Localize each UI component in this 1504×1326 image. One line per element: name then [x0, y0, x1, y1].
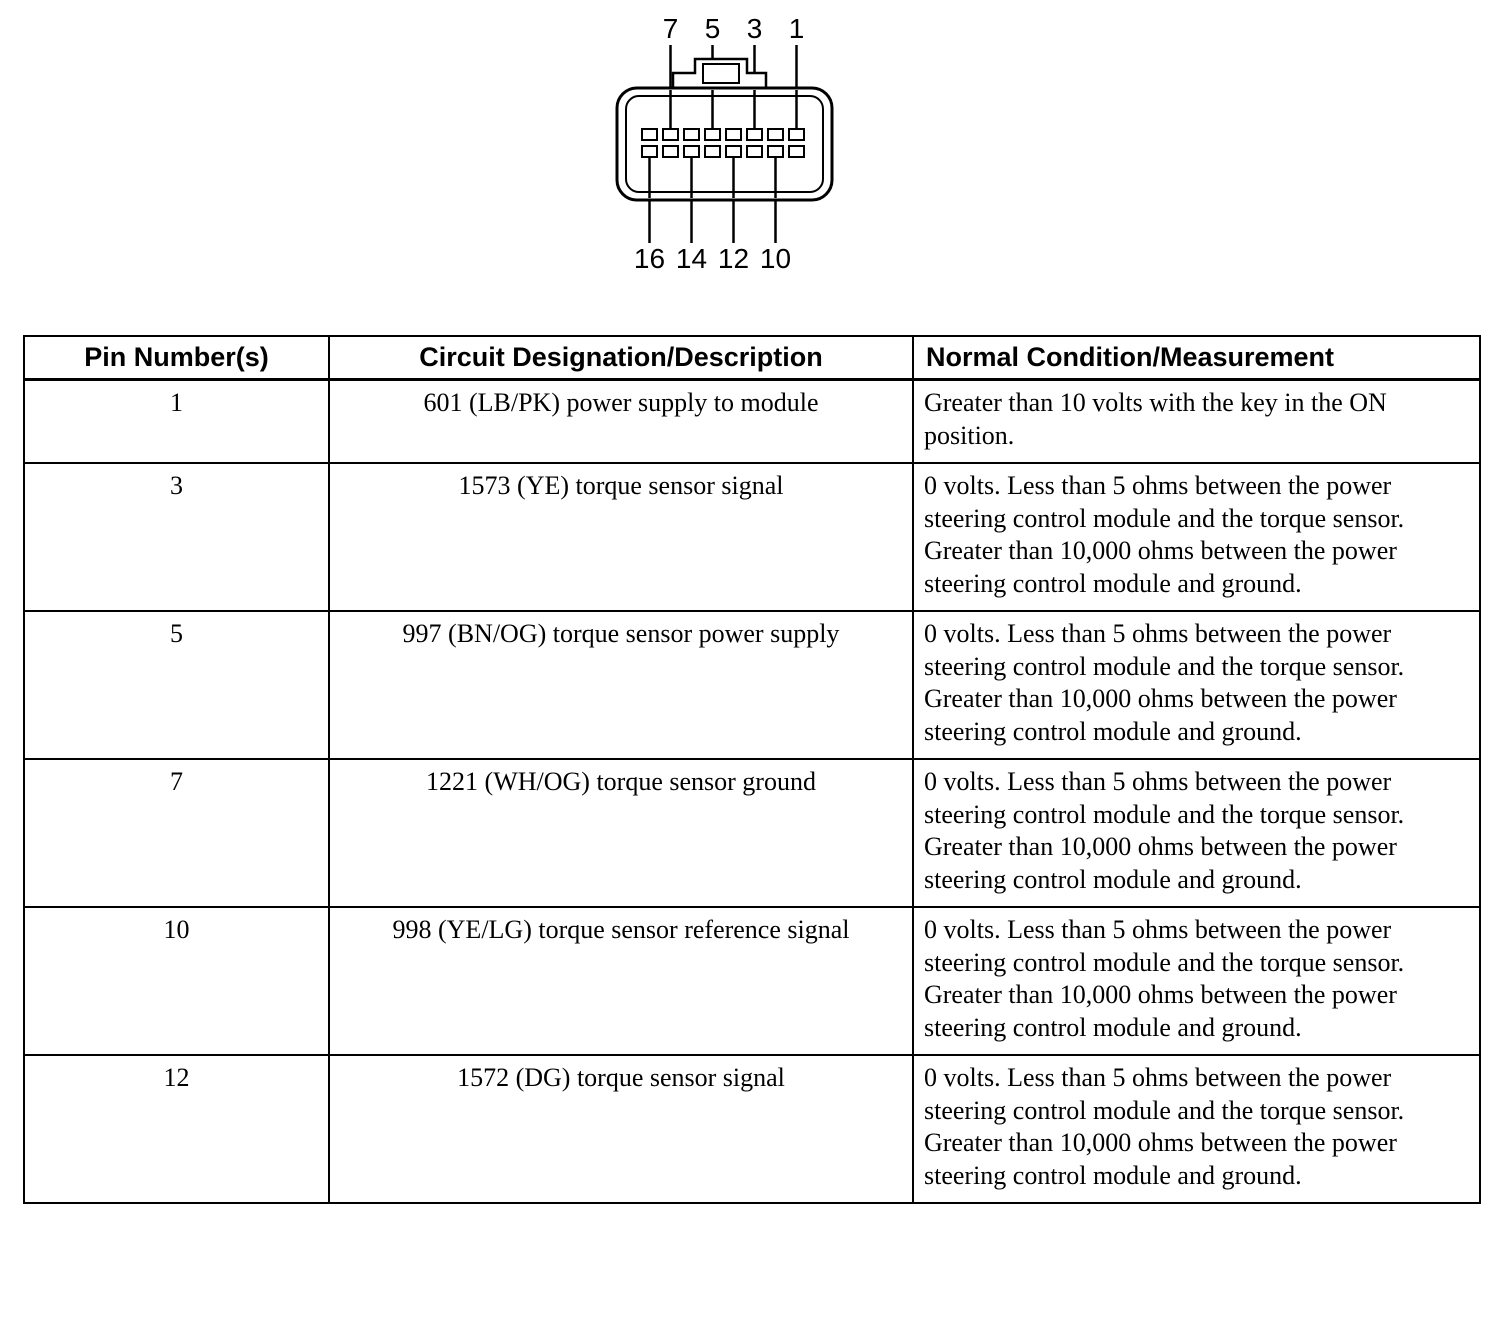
pin-square	[705, 129, 720, 140]
pin-number-cell: 5	[24, 611, 329, 759]
circuit-cell: 998 (YE/LG) torque sensor reference signal	[329, 907, 913, 1055]
table-row	[24, 463, 1480, 611]
circuit-cell: 601 (LB/PK) power supply to module	[329, 380, 913, 464]
pin-square	[663, 146, 678, 157]
table-row	[24, 907, 1480, 1055]
pin-square	[663, 129, 678, 140]
pin-label-top-7: 7	[662, 13, 679, 44]
table-body	[24, 380, 1480, 1204]
connector-diagram	[597, 0, 897, 280]
table-row	[24, 1055, 1480, 1203]
pin-label-bottom-16: 16	[633, 243, 666, 274]
header-circuit: Circuit Designation/Description	[329, 336, 913, 380]
pin-label-bottom-14: 14	[675, 243, 708, 274]
connector-svg	[597, 0, 897, 280]
header-normal-condition: Normal Condition/Measurement	[913, 336, 1480, 380]
pin-square	[789, 146, 804, 157]
pin-square	[705, 146, 720, 157]
pin-number-cell: 12	[24, 1055, 329, 1203]
connector-latch	[703, 64, 739, 83]
pin-square	[768, 146, 783, 157]
table-header	[24, 336, 1480, 380]
pin-label-top-3: 3	[746, 13, 763, 44]
pin-label-bottom-12: 12	[717, 243, 750, 274]
pin-number-cell: 10	[24, 907, 329, 1055]
condition-cell: 0 volts. Less than 5 ohms between the power steering control module and the torque sensor. Greater than 10,000 ohms between the power steering control module and ground.	[913, 1055, 1480, 1203]
circuit-cell: 997 (BN/OG) torque sensor power supply	[329, 611, 913, 759]
pin-square	[642, 129, 657, 140]
pin-square	[747, 146, 762, 157]
circuit-cell: 1221 (WH/OG) torque sensor ground	[329, 759, 913, 907]
condition-cell: Greater than 10 volts with the key in the ON position.	[913, 380, 1480, 464]
condition-cell: 0 volts. Less than 5 ohms between the power steering control module and the torque sensor. Greater than 10,000 ohms between the power steering control module and ground.	[913, 611, 1480, 759]
circuit-cell: 1573 (YE) torque sensor signal	[329, 463, 913, 611]
header-pin-numbers: Pin Number(s)	[24, 336, 329, 380]
condition-cell: 0 volts. Less than 5 ohms between the power steering control module and the torque sensor. Greater than 10,000 ohms between the power steering control module and ground.	[913, 463, 1480, 611]
pin-number-cell: 7	[24, 759, 329, 907]
pin-square	[768, 129, 783, 140]
pin-square	[789, 129, 804, 140]
pin-square	[684, 129, 699, 140]
table-row	[24, 759, 1480, 907]
condition-cell: 0 volts. Less than 5 ohms between the power steering control module and the torque sensor. Greater than 10,000 ohms between the power steering control module and ground.	[913, 907, 1480, 1055]
pin-number-cell: 1	[24, 380, 329, 464]
table-row	[24, 611, 1480, 759]
pin-label-top-5: 5	[704, 13, 721, 44]
pin-square	[642, 146, 657, 157]
circuit-cell: 1572 (DG) torque sensor signal	[329, 1055, 913, 1203]
pin-square	[747, 129, 762, 140]
table-row	[24, 380, 1480, 464]
header-row	[24, 336, 1480, 380]
condition-cell: 0 volts. Less than 5 ohms between the power steering control module and the torque sensor. Greater than 10,000 ohms between the power steering control module and ground.	[913, 759, 1480, 907]
pin-label-top-1: 1	[788, 13, 805, 44]
pinout-table	[23, 335, 1481, 1204]
pin-square	[726, 129, 741, 140]
pin-label-bottom-10: 10	[759, 243, 792, 274]
pin-number-cell: 3	[24, 463, 329, 611]
pin-square	[684, 146, 699, 157]
pin-square	[726, 146, 741, 157]
